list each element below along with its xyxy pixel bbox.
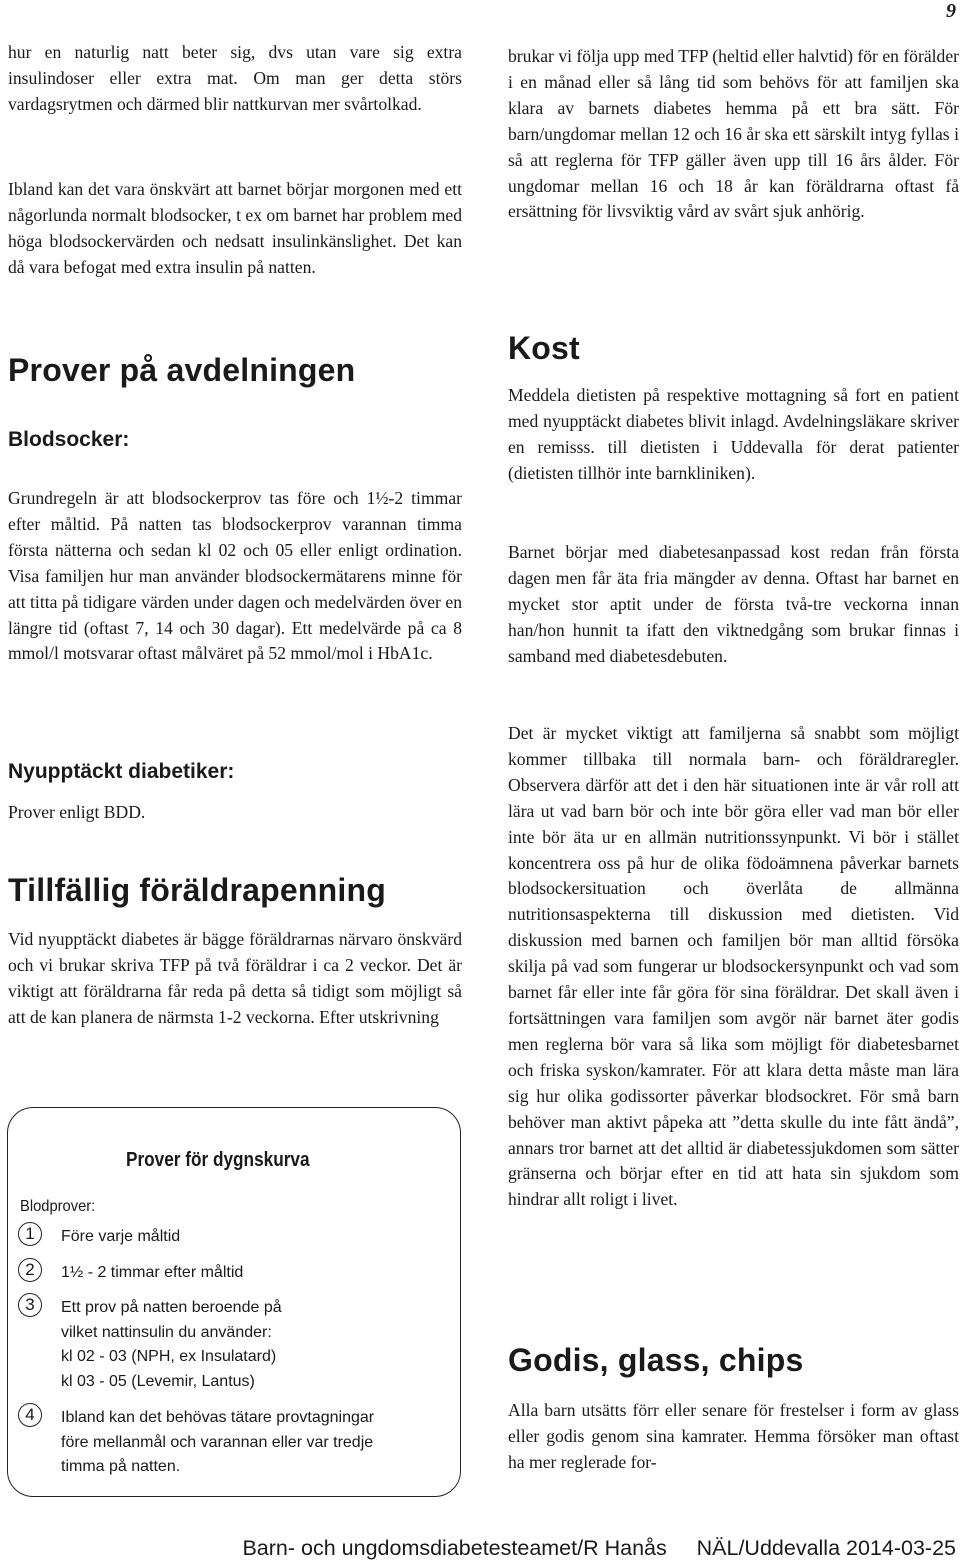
box-item-line: vilket nattinsulin du använder: [61,1323,272,1341]
footer-place-date: NÄL/Uddevalla 2014-03-25 [696,1536,956,1560]
box-item-line: kl 02 - 03 (NPH, ex Insulatard) [61,1348,277,1365]
page-footer [242,1536,956,1561]
dygnskurva-info-box [7,1107,461,1497]
paragraph-dietist: Meddela dietisten på respektive mottagning så fort en patient med nyupptäckt diabetes blivit inlagd. Avdelningsläkare skriver en remisss. till dietisten i Uddevalla för derat patienter (dietisten tillhör inte barnkliniken). [508,385,959,483]
circled-number-4: 4 [18,1403,42,1427]
paragraph-diabetes-kost: Barnet börjar med diabetesanpassad kost redan från första dagen men får äta fria mängder av denna. Oftast har barnet en mycket stor aptit under de första två-tre veckorna innan han/hon hunnit ta ifatt den viktnedgång som brukar finnas i samband med diabetesdebuten. [508,542,959,666]
page-number: 9 [946,0,956,22]
box-item-line: Ibland kan det behövas tätare provtagningar [61,1409,375,1426]
heading-nyupptackt-diabetiker: Nyupptäckt diabetiker: [8,760,235,783]
heading-godis-glass-chips: Godis, glass, chips [508,1342,804,1378]
box-item-line: Före varje måltid [61,1228,181,1245]
heading-prover-pa-avdelningen: Prover på avdelningen [8,352,356,388]
circled-number-2: 2 [18,1258,42,1282]
box-item-line: före mellanmål och varannan eller var tredje [61,1433,374,1451]
paragraph-prover-bdd: Prover enligt BDD. [8,802,146,822]
box-item-text [61,1296,441,1394]
box-item-text [61,1261,441,1286]
footer-team: Barn- och ungdomsdiabetesteamet/R Hanås [242,1536,667,1560]
circled-number-3: 3 [18,1293,42,1317]
box-item-line: 1½ - 2 timmar efter måltid [61,1264,244,1281]
paragraph-tfp: Vid nyupptäckt diabetes är bägge föräldrarnas närvaro önskvärd och vi brukar skriva TFP på två föräldrar i ca 2 veckor. Det är viktigt att föräldrarna får reda på detta så tidigt som möjligt så att de kan planera de närmsta 1-2 veckorna. Efter utskrivning [8,929,462,1027]
circled-number-1: 1 [18,1222,42,1246]
box-item-line: Ett prov på natten beroende på [61,1299,282,1316]
paragraph-tfp-continued: brukar vi följa upp med TFP (heltid eller halvtid) för en förälder i en månad eller så lång tid som behövs för att familjen ska klara av barnets diabetes hemma på ett bra sätt. För barn/ungdomar mellan 12 och 16 år ska ett särskilt intyg fyllas i så att reglerna för TFP gäller även upp till 16 års ålder. För ungdomar mellan 16 och 18 år kan föräldrarna oftast få ersättning för livsviktig vård av svårt sjuk anhörig. [508,46,959,222]
paragraph-normala-regler: Det är mycket viktigt att familjerna så snabbt som möjligt kommer tillbaka till normala barn- och föräldraregler. Observera därför att det i den här situationen inte är vår roll att lära ut vad barn bör och inte bör göra eller vad man bör eller inte bör äta ur en allmän nutritionssynpunkt. Vi bör i stället koncentrera oss på hur de olika födoämnena påverkar barnets blodsockersituation och överlåta de allmänna nutritionsaspekterna till diskussion med dietisten. Vid diskussion med barnen och familjen bör man alltid försöka skilja på vad som fungerar ur blodsockersynpunkt och vad som barnet får eller inte får göra för sina föräldrar. Det skall även i fortsättningen vara familjen som avgör när barnet äter godis men reglerna bör vara så lika som möjligt för diabetesbarnet och friska syskon/kamrater. För att klara detta måste man lära sig hur olika godissorter påverkar blodsockret. För små barn behöver man aktivt påpeka att ”detta skulle du inte fått ändå”, annars tror barnet att det alltid är diabetessjukdomen som sätter gränserna och börjar efter en tid att hata sin sjukdom som hindrar allt roligt i livet. [508,723,959,1210]
paragraph-frestelser: Alla barn utsätts förr eller senare för frestelser i form av glass eller godis genom sina kamrater. Hemma försöker man oftast ha mer reglerade for- [508,1400,959,1472]
heading-blodsocker: Blodsocker: [8,428,130,451]
box-label: Blodprover: [20,1198,96,1215]
paragraph-bloodsugar-rules: Grundregeln är att blodsockerprov tas före och 1½-2 timmar efter måltid. På natten tas blodsockerprov varannan timma första nätterna och sedan kl 02 och 05 eller enligt ordination. Visa familjen hur man använder blodsockermätarens minne för att titta på tidigare värden under dagen och medelvärden över en längre tid (oftast 7, 14 och 30 dagar). Ett medelvärde på ca 8 mmol/l motsvarar oftast målväret på 52 mmol/mol i HbA1c. [8,488,462,664]
box-title: Prover för dygnskurva [126,1149,310,1171]
paragraph-natural-night: hur en naturlig natt beter sig, dvs utan vare sig extra insulindoser eller extra mat. Om man ger detta störs vardagsrytmen och därmed blir nattkurvan mer svårtolkad. [8,42,462,114]
box-item-line: timma på natten. [61,1458,181,1475]
paragraph-morning-bloodsugar: Ibland kan det vara önskvärt att barnet börjar morgonen med ett någorlunda normalt blodsocker, t ex om barnet har problem med höga blodsockervärden och nedsatt insulinkänslighet. Det kan då vara befogat med extra insulin på natten. [8,179,462,277]
box-item-text [61,1225,441,1250]
box-item-line: kl 03 - 05 (Levemir, Lantus) [61,1372,255,1390]
heading-tillfallig-foraldrapenning: Tillfällig föräldrapenning [8,872,386,908]
box-item-text [61,1406,441,1480]
heading-kost: Kost [508,330,580,366]
